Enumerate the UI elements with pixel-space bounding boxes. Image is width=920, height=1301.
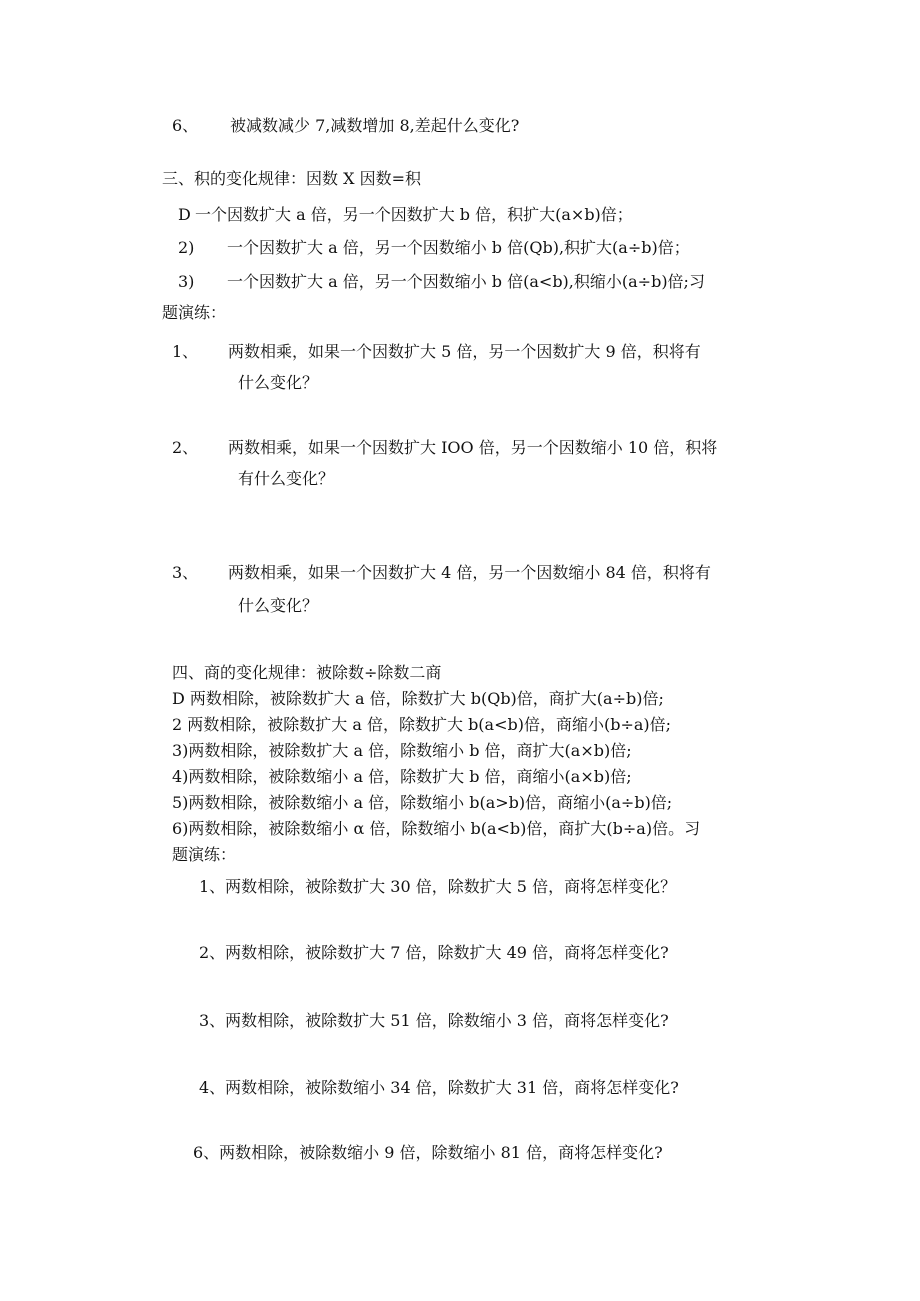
quotient-rule: 2 两数相除，被除数扩大 a 倍，除数扩大 b(a<b)倍，商缩小(b÷a)倍; (172, 715, 672, 734)
quotient-exercise: 6、两数相除，被除数缩小 9 倍，除数缩小 81 倍，商将怎样变化? (193, 1143, 663, 1162)
question-6 (172, 115, 519, 137)
product-exercise: 2、 两数相乘，如果一个因数扩大 IOO 倍，另一个因数缩小 10 倍，积将 (172, 438, 718, 457)
section-heading-product: 三、积的变化规律：因数 X 因数=积 (162, 169, 421, 188)
quotient-exercise: 1、两数相除，被除数扩大 30 倍，除数扩大 5 倍，商将怎样变化？ (199, 877, 677, 896)
quotient-rule: 5)两数相除，被除数缩小 a 倍，除数缩小 b(a>b)倍，商缩小(a÷b)倍; (172, 793, 673, 812)
product-exercise-continuation: 什么变化？ (238, 596, 319, 615)
section-heading-quotient: 四、商的变化规律：被除数÷除数二商 (172, 663, 442, 682)
product-rule: 2) 一个因数扩大 a 倍，另一个因数缩小 b 倍(Qb),积扩大(a÷b)倍； (178, 238, 690, 257)
quotient-exercise: 3、两数相除，被除数扩大 51 倍，除数缩小 3 倍，商将怎样变化? (199, 1011, 669, 1030)
product-exercise-continuation: 什么变化？ (238, 373, 319, 392)
product-exercise: 1、 两数相乘，如果一个因数扩大 5 倍，另一个因数扩大 9 倍，积将有 (172, 342, 701, 361)
quotient-rule: 3)两数相除，被除数扩大 a 倍，除数缩小 b 倍，商扩大(a×b)倍; (172, 741, 632, 760)
question-number: 6、 (172, 116, 199, 135)
product-rule: D 一个因数扩大 a 倍，另一个因数扩大 b 倍，积扩大(a×b)倍； (178, 205, 633, 224)
product-exercise-continuation: 有什么变化？ (238, 469, 335, 488)
quotient-exercise: 2、两数相除，被除数扩大 7 倍，除数扩大 49 倍，商将怎样变化? (199, 943, 669, 962)
question-text: 被减数减少 7,减数增加 8,差起什么变化? (230, 116, 520, 135)
product-exercise: 3、 两数相乘，如果一个因数扩大 4 倍，另一个因数缩小 84 倍，积将有 (172, 563, 711, 582)
quotient-rule: D 两数相除，被除数扩大 a 倍，除数扩大 b(Qb)倍，商扩大(a÷b)倍; (172, 689, 664, 708)
exercise-label: 题演练： (162, 303, 227, 322)
exercise-label: 题演练： (172, 845, 237, 864)
product-rule: 3) 一个因数扩大 a 倍，另一个因数缩小 b 倍(a<b),积缩小(a÷b)倍;习 (178, 272, 705, 291)
quotient-rule: 4)两数相除，被除数缩小 a 倍，除数扩大 b 倍，商缩小(a×b)倍; (172, 767, 632, 786)
quotient-rule: 6)两数相除，被除数缩小 α 倍，除数缩小 b(a<b)倍，商扩大(b÷a)倍。习 (172, 819, 701, 838)
quotient-exercise: 4、两数相除，被除数缩小 34 倍，除数扩大 31 倍，商将怎样变化? (199, 1078, 679, 1097)
